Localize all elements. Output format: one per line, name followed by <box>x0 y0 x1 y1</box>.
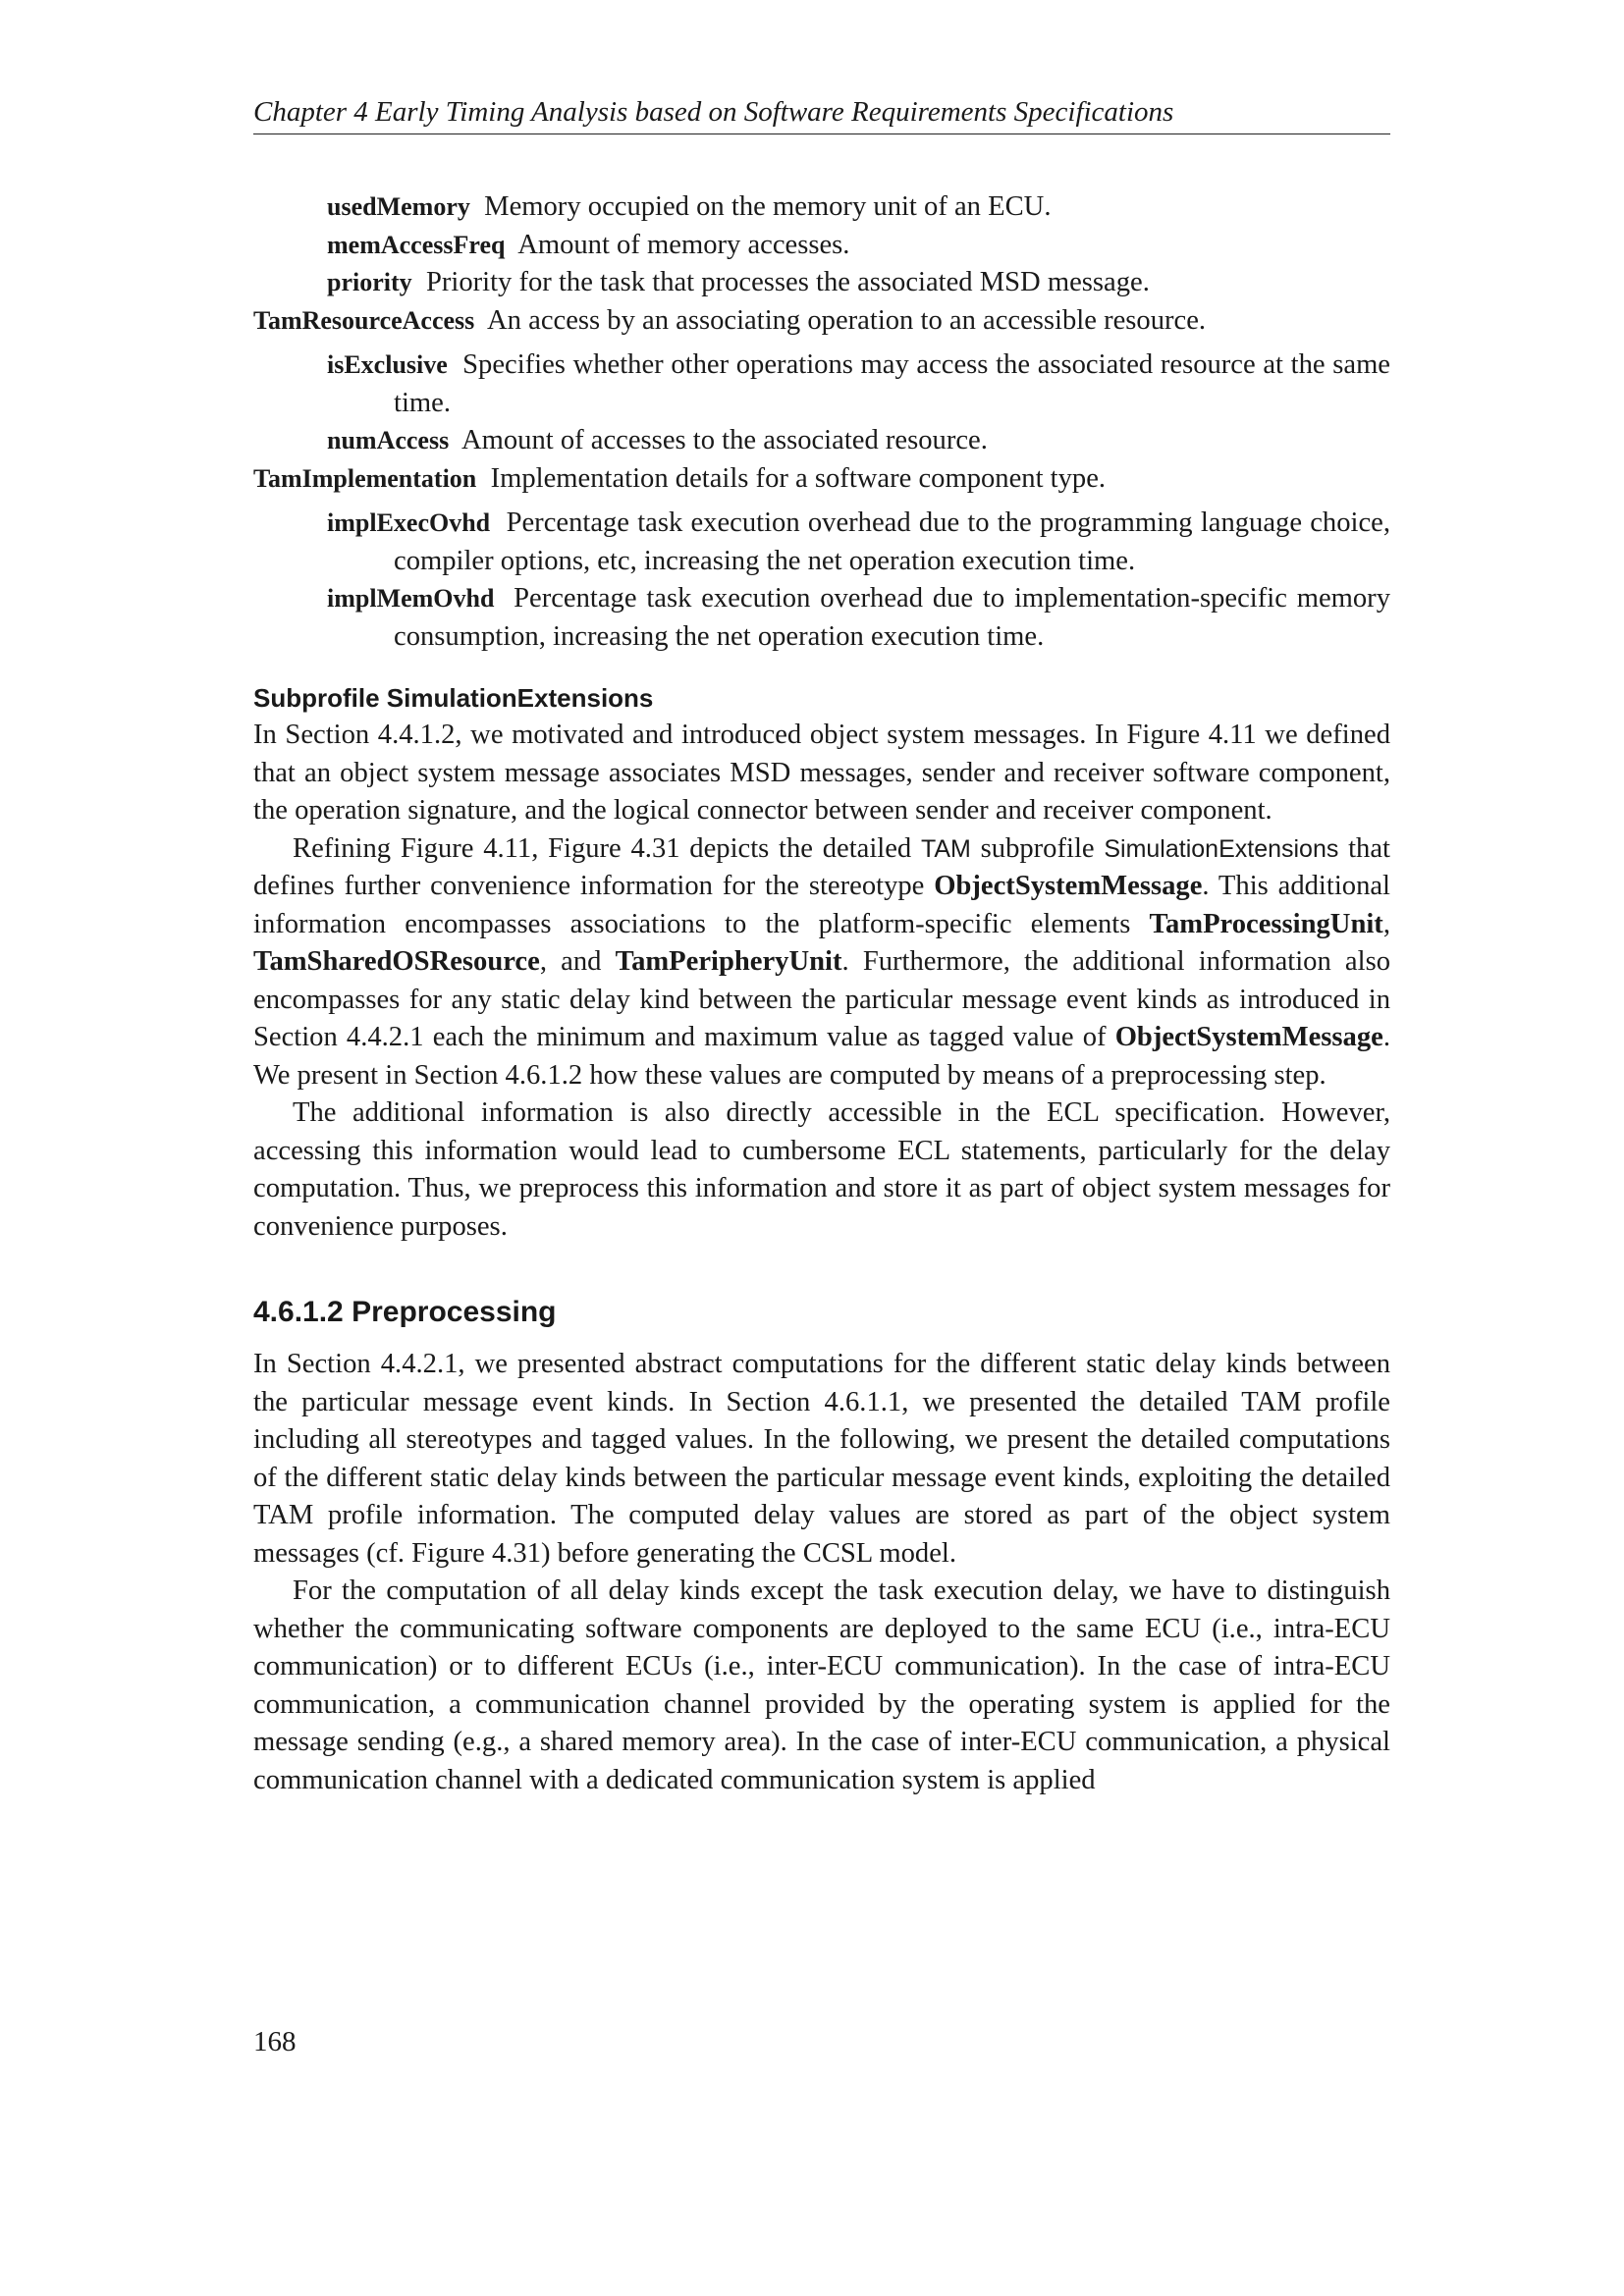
page-number: 168 <box>253 2026 297 2057</box>
definition-tam-implementation <box>253 460 1390 499</box>
definition-term: priority <box>327 268 412 296</box>
definition-mem-access-freq <box>327 227 1390 265</box>
definition-text: An access by an associating operation to an accessible resource. <box>487 304 1207 336</box>
definition-term: isExclusive <box>327 350 448 379</box>
text-run: . Furthermore, the additional information also encompasses for any static delay kind between the particular message event kinds as introduced in Section 4.4.2.1 each the minimum and maximum value as tagged value of <box>253 946 1390 1052</box>
subprofile-paragraph-1: In Section 4.4.1.2, we motivated and introduced object system messages. In Figure 4.11 we defined that an object system message associates MSD messages, sender and receiver software component, the operation signature, and the logical connector between sender and receiver component. <box>253 720 1390 826</box>
definition-text: Priority for the task that processes the associated MSD message. <box>425 267 1150 297</box>
definition-tam-resource-access <box>253 302 1390 341</box>
definition-term: TamResourceAccess <box>253 305 475 335</box>
definition-used-memory <box>327 188 1390 227</box>
definition-text: Percentage task execution overhead due to implementation-specific memory consumption, increasing the net operation execution time. <box>394 583 1390 652</box>
subprofile-heading-prefix: Subprofile <box>253 683 387 713</box>
definition-text: Amount of accesses to the associated resource. <box>460 425 988 455</box>
tam-periphery-unit-term: TamPeripheryUnit <box>615 946 842 977</box>
definition-text: Implementation details for a software component type. <box>490 462 1107 494</box>
subprofile-heading-name: SimulationExtensions <box>386 683 654 713</box>
text-run: , <box>1382 908 1390 939</box>
text-run: , and <box>539 946 616 977</box>
definition-priority <box>327 264 1390 302</box>
definition-term: usedMemory <box>327 192 470 221</box>
tam-processing-unit-term: TamProcessingUnit <box>1149 908 1383 939</box>
text-run: Refining Figure 4.11, Figure 4.31 depicts the detailed <box>293 832 921 864</box>
section-paragraph-1: In Section 4.4.2.1, we presented abstract computations for the different static delay kinds between the particular message event kinds. In Section 4.6.1.1, we presented the detailed TAM profile including all stereotypes and tagged values. In the following, we present the detailed computations of the different static delay kinds between the particular message event kinds, exploiting the detailed TAM profile information. The computed delay values are stored as part of the object system messages (cf. Figure 4.31) before generating the CCSL model. <box>253 1349 1390 1569</box>
subprofile-heading <box>253 679 1390 717</box>
definition-term: memAccessFreq <box>327 230 506 259</box>
object-system-message-term: ObjectSystemMessage <box>934 871 1203 901</box>
tam-shared-os-resource-term: TamSharedOSResource <box>253 946 540 977</box>
text-run: subprofile <box>970 832 1105 864</box>
definition-is-exclusive <box>327 347 1390 422</box>
definition-num-access <box>327 422 1390 460</box>
simulation-extensions-keyword: SimulationExtensions <box>1104 834 1339 863</box>
definition-text: Amount of memory accesses. <box>517 229 850 260</box>
tam-keyword: TAM <box>920 834 971 863</box>
definition-term: implMemOvhd <box>327 584 495 613</box>
definition-impl-mem-ovhd <box>327 580 1390 656</box>
definition-term: implExecOvhd <box>327 508 491 537</box>
subprofile-paragraph-3: The additional information is also directly accessible in the ECL specification. However, accessing this information would lead to cumbersome ECL statements, particularly for the delay computation. Thus, we preprocess this information and store it as part of object system messages for convenience purposes. <box>253 1097 1390 1242</box>
object-system-message-term: ObjectSystemMessage <box>1114 1022 1383 1052</box>
text-run: . We present in Section 4.6.1.2 how these values are computed by means of a preprocessing step. <box>253 1022 1390 1091</box>
section-heading: 4.6.1.2 Preprocessing <box>253 1296 557 1328</box>
text-run: . This additional information encompasses associations to the platform-specific elements <box>253 871 1390 939</box>
subprofile-paragraph-2 <box>253 830 1390 1095</box>
definition-text: Specifies whether other operations may access the associated resource at the same time. <box>394 349 1390 418</box>
definition-term: TamImplementation <box>253 463 477 493</box>
section-paragraph-2: For the computation of all delay kinds except the task execution delay, we have to distinguish whether the communicating software components are deployed to the same ECU (i.e., intra-ECU communication) or to different ECUs (i.e., inter-ECU communication). In the case of intra-ECU communication, a communication channel provided by the operating system is applied for the message sending (e.g., a shared memory area). In the case of inter-ECU communication, a physical communication channel with a dedicated communication system is applied <box>253 1575 1390 1795</box>
definition-text: Memory occupied on the memory unit of an ECU. <box>484 191 1052 222</box>
definition-list <box>253 188 1390 656</box>
definition-text: Percentage task execution overhead due to the programming language choice, compiler options, etc, increasing the net operation execution time. <box>394 507 1390 576</box>
text-run: that defines further convenience information for the stereotype <box>253 832 1390 901</box>
running-header: Chapter 4 Early Timing Analysis based on Software Requirements Specifications <box>253 94 1390 134</box>
definition-impl-exec-ovhd <box>327 505 1390 580</box>
page-body <box>253 188 1390 1799</box>
definition-term: numAccess <box>327 426 450 454</box>
